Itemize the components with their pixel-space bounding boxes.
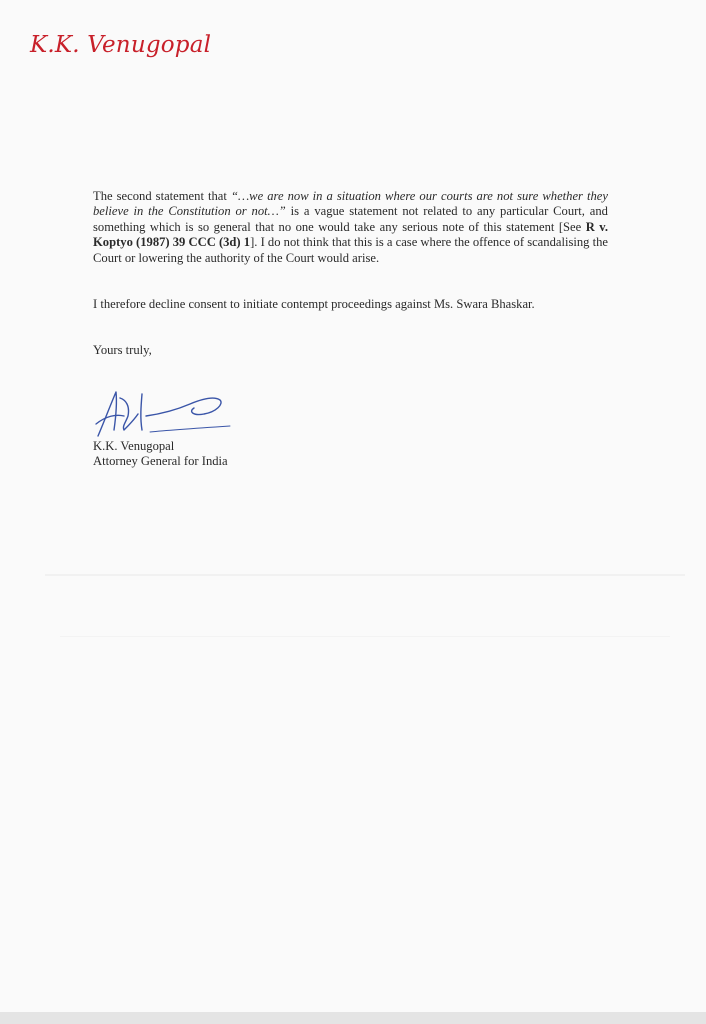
letterhead-name: K.K. Venugopal [30, 32, 212, 58]
handwritten-signature [90, 386, 250, 438]
signature-drawing [90, 386, 250, 438]
closing-salutation: Yours truly, [93, 343, 152, 357]
scan-artifact-line [60, 636, 670, 637]
quoted-statement: “…we are now in a situation where our courts are not sure whether they believe in the Constitution or not…” [93, 189, 608, 219]
case-citation: R v. Koptyo (1987) 39 CCC (3d) 1 [93, 219, 608, 250]
para1-text-2: is a vague statement not related to any particular Court, and something which is so general that no one would take any serious note of this statement [See [93, 204, 608, 234]
paragraph-decision: I therefore decline consent to initiate contempt proceedings against Ms. Swara Bhaskar. [93, 297, 535, 311]
letter-body [93, 189, 608, 358]
signatory-name: K.K. Venugopal [93, 439, 175, 453]
signatory-title: Attorney General for India [93, 454, 228, 468]
page-bottom-edge [0, 1012, 706, 1024]
para1-text-1: The second statement that [93, 189, 231, 203]
scan-artifact-line [45, 574, 685, 576]
paragraph-statement [93, 189, 608, 297]
para1-text-3: ]. I do not think that this is a case where the offence of scandalising the Court or lowering the authority of the Court would arise. [93, 235, 608, 265]
